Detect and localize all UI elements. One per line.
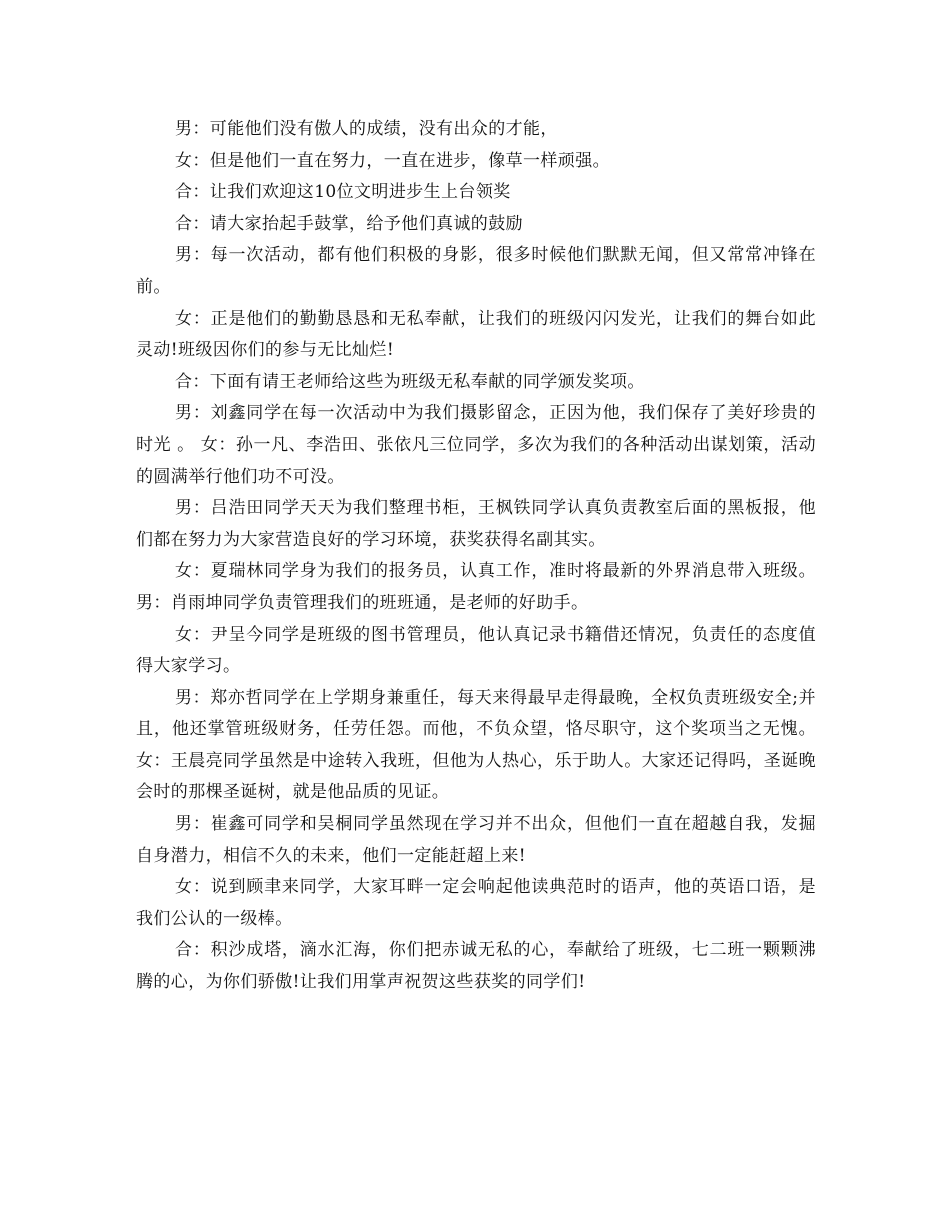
paragraph: 女：夏瑞林同学身为我们的报务员，认真工作，准时将最新的外界消息带入班级。 男：肖雨坤同学负责管理我们的班班通，是老师的好助手。 — [136, 561, 816, 613]
paragraph: 合：请大家抬起手鼓掌，给予他们真诚的鼓励 — [175, 213, 523, 234]
paragraph: 女：尹呈今同学是班级的图书管理员，他认真记录书籍借还情况，负责任的态度值得大家学习。 — [136, 624, 816, 677]
paragraph: 男：郑亦哲同学在上学期身兼重任，每天来得最早走得最晚，全权负责班级安全;并且，他还掌管班级财务，任劳任怨。而他，不负众望，恪尽职守，这个奖项当之无愧。 女：王晨亮同学虽然是中途转入我班，但他为人热心，乐于助人。大家还记得吗，圣诞晚会时的那棵圣诞树，就是他品质的见证。 — [136, 687, 816, 803]
paragraph: 女：但是他们一直在努力，一直在进步，像草一样顽强。 — [175, 150, 610, 171]
paragraph: 男：可能他们没有傲人的成绩，没有出众的才能， — [175, 119, 558, 139]
paragraph: 男：崔鑫可同学和吴桐同学虽然现在学习并不出众，但他们一直在超越自我，发掘自身潜力，相信不久的未来，他们一定能赶超上来! — [136, 814, 816, 866]
paragraph: 男：吕浩田同学天天为我们整理书柜，王枫铁同学认真负责教室后面的黑板报，他们都在努力为大家营造良好的学习环境，获奖获得名副其实。 — [136, 498, 816, 550]
paragraph: 女：正是他们的勤勤恳恳和无私奉献，让我们的班级闪闪发光，让我们的舞台如此灵动!班级因你们的参与无比灿烂! — [136, 308, 816, 361]
paragraph: 合：让我们欢迎这10位文明进步生上台领奖 — [175, 182, 511, 203]
document-body — [136, 114, 816, 999]
paragraph: 男：每一次活动，都有他们积极的身影，很多时候他们默默无闻，但又常常冲锋在前。 — [136, 245, 816, 297]
paragraph: 女：说到顾聿来同学，大家耳畔一定会响起他读典范时的语声，他的英语口语，是我们公认的一级棒。 — [136, 877, 816, 929]
paragraph: 男：刘鑫同学在每一次活动中为我们摄影留念，正因为他，我们保存了美好珍贵的时光 。 女：孙一凡、李浩田、张依凡三位同学，多次为我们的各种活动出谋划策，活动的圆满举行他们功不可没。 — [136, 403, 816, 487]
paragraph: 合：积沙成塔，滴水汇海，你们把赤诚无私的心，奉献给了班级，七二班一颗颗沸腾的心，为你们骄傲!让我们用掌声祝贺这些获奖的同学们! — [136, 940, 816, 993]
paragraph: 合：下面有请王老师给这些为班级无私奉献的同学颁发奖项。 — [175, 371, 645, 392]
